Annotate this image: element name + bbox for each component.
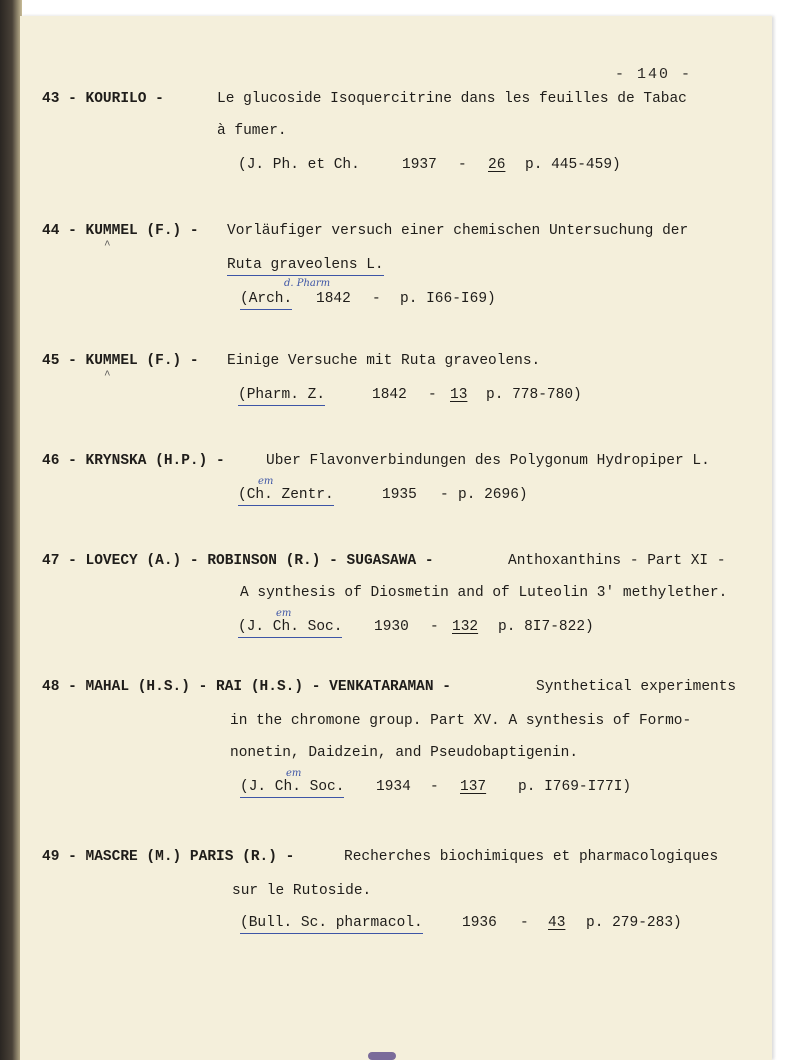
typewritten-page [20, 16, 772, 1060]
entry-ref-pages: p. 2696) [458, 487, 528, 503]
entry-ref-separator: - [372, 291, 381, 307]
entry-ref-journal: (Ch. Zentr. [238, 486, 334, 506]
entry-ref-journal: (J. Ch. Soc. [238, 618, 342, 638]
entry-ref-year: 1934 [376, 779, 411, 795]
entry-ref-journal: (Arch. [240, 290, 292, 310]
entry-ref-separator: - [430, 779, 439, 795]
entry-lead: 47 - LOVECY (A.) - ROBINSON (R.) - SUGASAWA - [42, 553, 434, 569]
entry-ref-separator: - [520, 915, 529, 931]
entry-title-line: A synthesis of Diosmetin and of Luteolin 3' methylether. [240, 585, 728, 601]
entry-title-line: Synthetical experiments [536, 679, 737, 695]
entry-ref-year: 1842 [372, 387, 407, 403]
entry-ref-pages: p. I66-I69) [400, 291, 496, 307]
handwritten-annotation: em [276, 608, 292, 619]
entry-title-line: Uber Flavonverbindungen des Polygonum Hydropiper L. [266, 453, 710, 469]
entry-lead: 45 - KUMMEL (F.) - [42, 353, 199, 369]
entry-lead: 48 - MAHAL (H.S.) - RAI (H.S.) - VENKATARAMAN - [42, 679, 451, 695]
entry-title-line: Anthoxanthins - Part XI - [508, 553, 726, 569]
ink-mark [368, 1052, 396, 1060]
entry-title-line: nonetin, Daidzein, and Pseudobaptigenin. [230, 745, 579, 761]
entry-lead: 43 - KOURILO - [42, 91, 164, 107]
entry-title-line: in the chromone group. Part XV. A synthesis of Formo- [230, 713, 692, 729]
entry-title-line: Einige Versuche mit Ruta graveolens. [227, 353, 541, 369]
entry-ref-journal: (Bull. Sc. pharmacol. [240, 914, 423, 934]
handwritten-annotation: d. Pharm [284, 278, 331, 289]
entry-ref-year: 1935 [382, 487, 417, 503]
entry-ref-pages: p. 279-283) [586, 915, 682, 931]
entry-ref-separator: - [440, 487, 449, 503]
entry-ref-volume: 13 [450, 387, 468, 403]
entry-ref-year: 1842 [316, 291, 351, 307]
entry-lead: 46 - KRYNSKA (H.P.) - [42, 453, 225, 469]
entry-ref-separator: - [430, 619, 439, 635]
entry-ref-journal: (J. Ph. et Ch. [238, 157, 360, 173]
entry-ref-pages: p. 8I7-822) [498, 619, 594, 635]
entry-title-line: Vorläufiger versuch einer chemischen Untersuchung der [227, 223, 689, 239]
entry-ref-volume: 137 [460, 779, 487, 795]
entry-lead: 49 - MASCRE (M.) PARIS (R.) - [42, 849, 295, 865]
entry-title-line: Ruta graveolens L. [227, 256, 384, 276]
entry-ref-volume: 43 [548, 915, 566, 931]
entry-ref-pages: p. I769-I77I) [518, 779, 632, 795]
entry-ref-volume: 26 [488, 157, 506, 173]
entry-ref-pages: p. 445-459) [525, 157, 621, 173]
entry-lead: 44 - KUMMEL (F.) - [42, 223, 199, 239]
handwritten-annotation: em [258, 476, 274, 487]
caret-mark: ^ [104, 240, 111, 252]
entry-ref-journal: (J. Ch. Soc. [240, 778, 344, 798]
page-number: - 140 - [614, 66, 692, 83]
binding-edge [0, 0, 22, 1060]
entry-title-line: Le glucoside Isoquercitrine dans les feuilles de Tabac [217, 91, 687, 107]
entry-title-line: Recherches biochimiques et pharmacologiques [344, 849, 719, 865]
caret-mark: ^ [104, 370, 111, 382]
entry-ref-year: 1936 [462, 915, 497, 931]
entry-ref-year: 1937 [402, 157, 437, 173]
entry-ref-pages: p. 778-780) [486, 387, 582, 403]
entry-ref-journal: (Pharm. Z. [238, 386, 325, 406]
entry-title-line: sur le Rutoside. [232, 883, 372, 899]
entry-ref-separator: - [428, 387, 437, 403]
entry-ref-separator: - [458, 157, 467, 173]
entry-title-line: à fumer. [217, 123, 287, 139]
entry-ref-volume: 132 [452, 619, 479, 635]
handwritten-annotation: em [286, 768, 302, 779]
entry-ref-year: 1930 [374, 619, 409, 635]
